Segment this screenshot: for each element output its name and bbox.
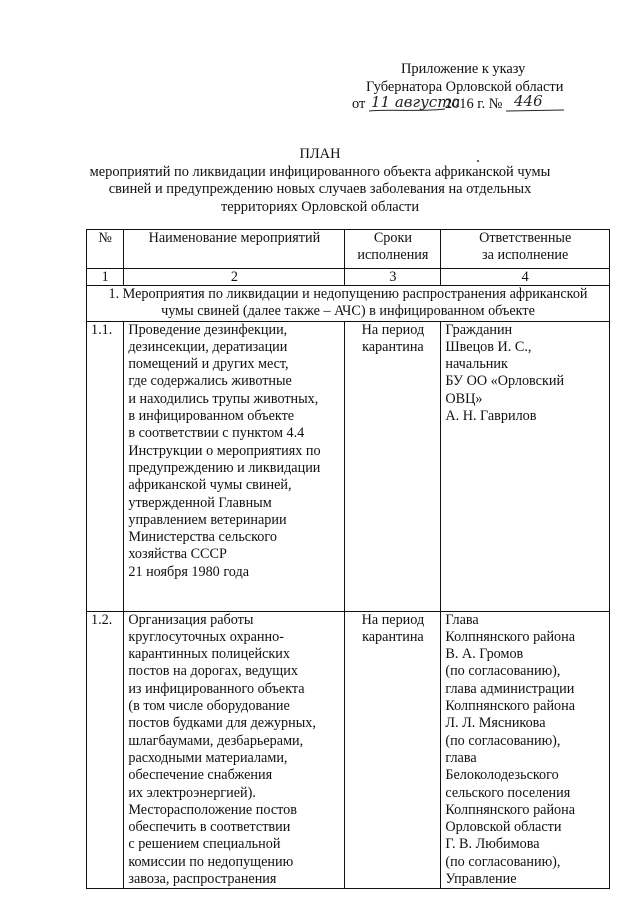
cell-line: (по согласованию), (445, 732, 561, 749)
title-line-1: мероприятий по ликвидации инфицированного объекта африканской чумы (89, 163, 551, 180)
cell-line: помещений и других мест, (128, 356, 289, 373)
appendix-block (352, 61, 602, 114)
cell-line: Инструкции о мероприятиях по (128, 442, 321, 459)
cell-line: начальник (445, 356, 508, 373)
title-line-2: свиней и предупреждению новых случаев заболевания на отдельных (108, 181, 532, 198)
column-index-row (87, 269, 610, 286)
cell-line: постов на дорогах, ведущих (128, 663, 298, 680)
cell-line: (по согласованию), (445, 853, 561, 870)
title-line-3: территориях Орловской области (220, 198, 420, 215)
row-number: 1.1. (87, 321, 124, 611)
cell-line: с решением специальной (128, 836, 281, 853)
cell-line: глава администрации (445, 680, 575, 697)
table-header-row (87, 230, 610, 269)
cell-line: 21 ноября 1980 года (128, 563, 249, 580)
cell-line: африканской чумы свиней, (128, 477, 292, 494)
cell-line: ОВЦ» (445, 390, 483, 407)
handwritten-date-text: 11 августа (370, 92, 461, 111)
plan-heading: ПЛАН (299, 146, 341, 162)
cell-line: комиссии по недопущению (128, 853, 294, 870)
cell-line: Л. Л. Мясникова (445, 715, 546, 732)
cell-line: На период (361, 611, 425, 628)
cell-line: карантина (362, 338, 424, 355)
cell-line: из инфицированного объекта (128, 680, 305, 697)
section-line-1: 1. Мероприятия по ликвидации и недопущению распространения африканской (108, 286, 588, 302)
table-row (87, 611, 610, 889)
cell-line: шлагбаумами, дезбарьерами, (128, 732, 304, 749)
cell-line: БУ ОО «Орловский (445, 373, 565, 390)
cell-line: в соответствии с пунктом 4.4 (128, 425, 305, 442)
cell-line: и находились трупы животных, (128, 390, 319, 407)
row-responsible (441, 611, 610, 889)
row-number: 1.2. (87, 611, 124, 889)
cell-line: Швецов И. С., (445, 338, 532, 355)
header-name: Наименование мероприятий (124, 230, 345, 269)
cell-line: завоза, распространения (128, 871, 277, 888)
cell-line: Проведение дезинфекции, (128, 321, 288, 338)
header-term (345, 230, 441, 269)
cell-line: А. Н. Гаврилов (445, 408, 537, 425)
header-resp-line-2: за исполнение (482, 247, 569, 264)
cell-line: постов будками для дежурных, (128, 715, 316, 732)
cell-line: Министерства сельского (128, 529, 277, 546)
cell-line: карантина (362, 628, 424, 645)
table-row (87, 321, 610, 611)
cell-line: Орловской области (445, 819, 562, 836)
cell-line: Организация работы (128, 611, 254, 628)
cell-line: (в том числе оборудование (128, 698, 290, 715)
appendix-line-1: Приложение к указу (401, 61, 526, 77)
row-term (345, 321, 441, 611)
header-resp-line-1: Ответственные (479, 230, 572, 246)
handwritten-number-text: 446 (514, 91, 543, 110)
cell-line: Колпнянского района (445, 698, 576, 715)
cell-line: На период (361, 321, 425, 338)
cell-line: Управление (445, 871, 517, 888)
cell-line: Колпнянского района (445, 801, 576, 818)
cell-line: утвержденной Главным (128, 494, 272, 511)
row-responsible (441, 321, 610, 611)
row-term (345, 611, 441, 889)
header-term-line-1: Сроки (373, 230, 412, 246)
cell-line: дезинсекции, дератизации (128, 338, 288, 355)
appendix-date-line (352, 91, 602, 114)
cell-line: в инфицированном объекте (128, 408, 295, 425)
cell-line: обеспечение снабжения (128, 767, 273, 784)
cell-line: Белоколодезьского (445, 767, 559, 784)
header-resp (441, 230, 610, 269)
row-activity (124, 321, 345, 611)
cell-line: Глава (445, 611, 479, 628)
cell-line: круглосуточных охранно- (128, 628, 284, 645)
handwritten-date (369, 92, 461, 114)
header-term-line-2: исполнения (357, 247, 429, 264)
date-prefix: от (352, 96, 366, 113)
row-activity (124, 611, 345, 889)
cell-line: управлением ветеринарии (128, 511, 287, 528)
cell-line: карантинных полицейских (128, 646, 290, 663)
title-block (80, 146, 560, 216)
appendix-line-2: Губернатора Орловской области (366, 78, 564, 95)
header-num: № (87, 230, 124, 269)
cell-line: обеспечить в соответствии (128, 819, 291, 836)
index-cell: 4 (441, 269, 610, 286)
cell-line: их электроэнергией). (128, 784, 256, 801)
cell-line: глава (445, 749, 477, 766)
index-cell: 2 (124, 269, 345, 286)
cell-line: Г. В. Любимова (445, 836, 540, 853)
cell-line: предупреждению и ликвидации (128, 459, 321, 476)
cell-line: Колпнянского района (445, 628, 576, 645)
cell-line: Месторасположение постов (128, 801, 297, 818)
cell-line: сельского поселения (445, 784, 571, 801)
date-suffix: 2016 г. № (444, 96, 503, 113)
index-cell: 1 (87, 269, 124, 286)
index-cell: 3 (345, 269, 441, 286)
section-row (87, 286, 610, 322)
cell-line: В. А. Громов (445, 646, 524, 663)
section-heading (87, 286, 610, 322)
cell-line: расходными материалами, (128, 749, 288, 766)
cell-line: хозяйства СССР (128, 546, 227, 563)
cell-line: Гражданин (445, 321, 513, 338)
plan-table (86, 229, 610, 889)
section-line-2: чумы свиней (далее также – АЧС) в инфицированном объекте (161, 303, 535, 320)
cell-line: где содержались животные (128, 373, 292, 390)
cell-line: (по согласованию), (445, 663, 561, 680)
handwritten-number (506, 91, 566, 114)
